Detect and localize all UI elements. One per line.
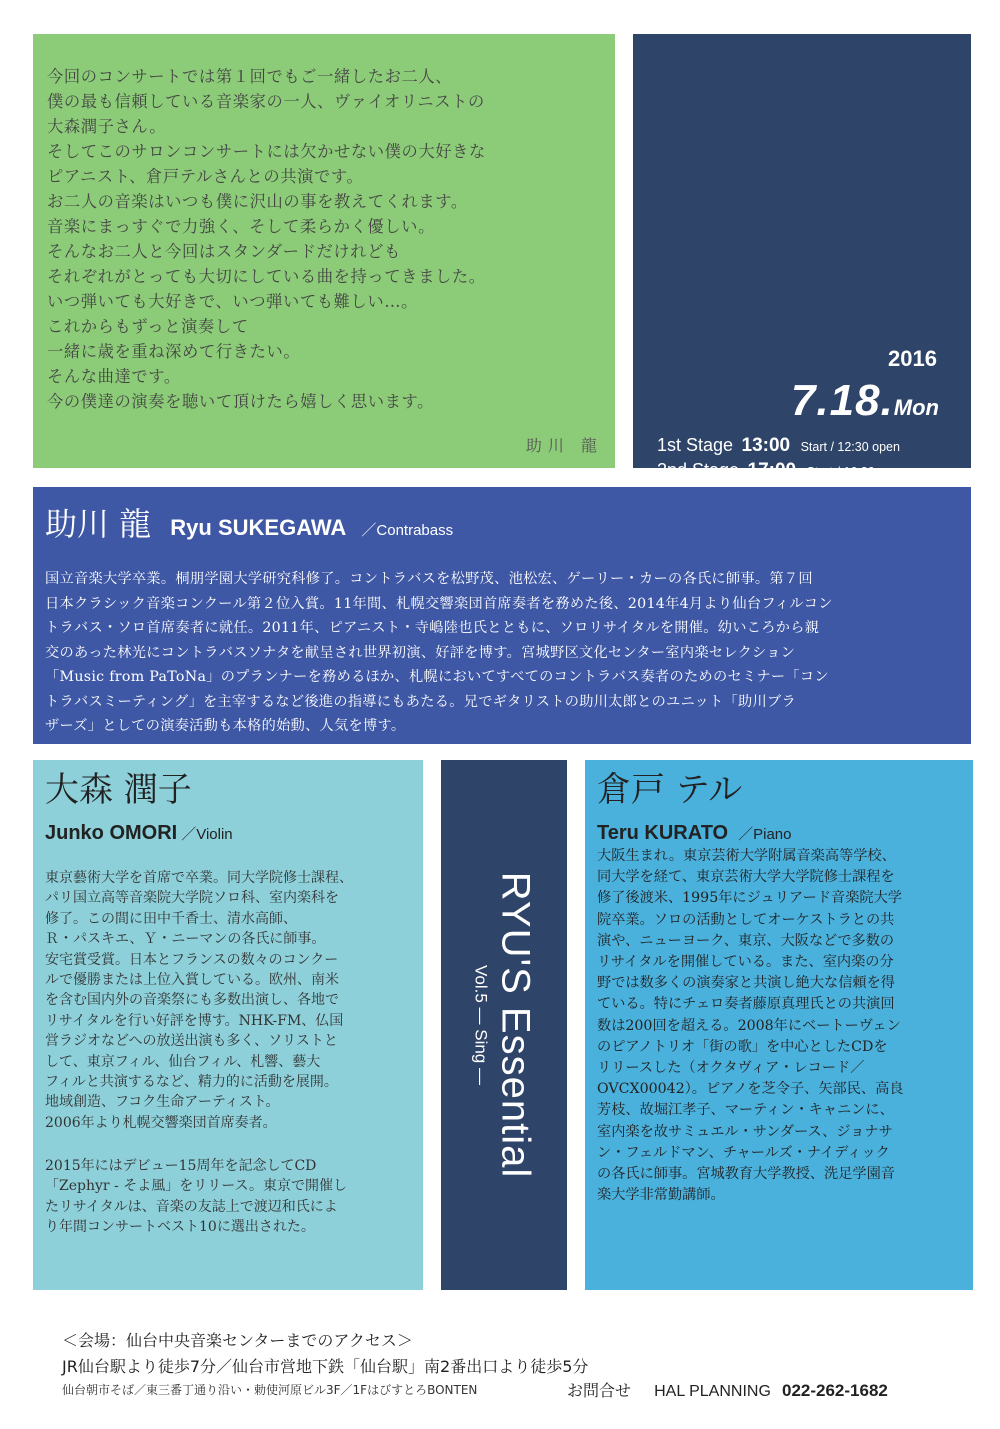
event-date-panel xyxy=(633,34,971,481)
event-date xyxy=(791,376,939,426)
ryu-bio xyxy=(45,567,833,739)
message-line: それぞれがとっても大切にしている曲を持ってきました。 xyxy=(47,267,486,286)
ryu-profile xyxy=(33,487,971,744)
kurato-bio-line: 室内楽を故サミュエル・サンダース、ジョナサ xyxy=(597,1123,893,1140)
omori-bio-line: ルで優勝または上位入賞している。欧州、南米 xyxy=(45,972,339,989)
kurato-jp-name: 倉戸 テル xyxy=(597,770,743,810)
message-line: 今の僕達の演奏を聴いて頂けたら嬉しく思います。 xyxy=(47,392,434,411)
stage-1-time: 13:00 xyxy=(741,435,791,456)
kurato-bio-line: ている。特にチェロ奏者藤原真理氏との共演回 xyxy=(597,996,895,1013)
omori-bio-line: 「Zephyr - そよ風」をリリース。東京で開催し xyxy=(45,1178,347,1195)
message-signature: 助川 龍 xyxy=(525,436,603,455)
kurato-en-heading xyxy=(597,822,792,845)
kurato-profile xyxy=(585,760,973,1290)
omori-bio-line: 2015年にはデビュー15周年を記念してCD xyxy=(45,1158,317,1174)
contact-phone: 022-262-1682 xyxy=(781,1381,888,1400)
kurato-en-name: Teru KURATO xyxy=(597,822,729,844)
access-route: JR仙台駅より徒歩7分／仙台市営地下鉄「仙台駅」南2番出口より徒歩5分 xyxy=(62,1357,589,1376)
ryu-en-name: Ryu SUKEGAWA xyxy=(170,515,347,540)
omori-bio-line: 東京藝術大学を首席で卒業。同大学院修士課程、 xyxy=(45,870,353,886)
kurato-bio-line: ン・フェルドマン、チャールズ・ナイディック xyxy=(597,1144,890,1161)
stage-2-label: 2nd Stage xyxy=(657,460,740,480)
message-panel xyxy=(33,34,615,468)
ryu-bio-line: 「Music from PaToNa」のプランナーを務めるほか、札幌においてすべてのコントラバス奏者のためのセミナー「コン xyxy=(45,669,829,685)
event-year: 2016 xyxy=(888,346,937,371)
contact-label: お問合せ xyxy=(567,1381,632,1400)
omori-instrument: ／Violin xyxy=(181,826,233,843)
kurato-bio-line: リサイタルを開催している。また、室内楽の分 xyxy=(597,954,894,971)
ryu-bio-line: トラバス・ソロ首席奏者に就任。2011年、ピアニスト・寺嶋陸也氏とともに、ソロリサイタルを開催。幼いころから親 xyxy=(45,620,820,636)
ryu-bio-line: 交のあった林光にコントラバスソナタを献呈され世界初演、好評を博す。宮城野区文化センター室内楽セレクション xyxy=(45,644,796,661)
kurato-bio-line: 数は200回を超える。2008年にベートーヴェン xyxy=(597,1017,901,1034)
omori-bio-line: パリ国立高等音楽院大学院ソロ科、室内楽科を xyxy=(45,890,339,907)
kurato-bio-line: 芳枝、故堀江孝子、マーティン・キャニンに、 xyxy=(597,1102,894,1119)
kurato-bio-line: 院卒業。ソロの活動としてオーケストラとの共 xyxy=(597,911,895,928)
message-line: お二人の音楽はいつも僕に沢山の事を教えてくれます。 xyxy=(47,192,468,211)
ryu-jp-name: 助川 龍 xyxy=(45,505,152,543)
kurato-bio-line: OVCX00042）。ピアノを芝令子、矢部民、高良 xyxy=(597,1081,904,1098)
omori-en-heading xyxy=(45,822,233,845)
stage-2-open: Start / 16:30 open xyxy=(806,465,906,479)
omori-bio-line: り年間コンサートベスト10に選出された。 xyxy=(45,1219,315,1236)
kurato-instrument: ／Piano xyxy=(738,826,792,843)
message-text xyxy=(47,64,601,414)
omori-bio-line: 安宅賞受賞。日本とフランスの数々のコンクー xyxy=(45,951,339,968)
omori-bio-line: リサイタルを行い好評を博す。NHK-FM、仏国 xyxy=(45,1012,344,1029)
access-heading: ＜会場：仙台中央音楽センターまでのアクセス＞ xyxy=(62,1331,413,1350)
message-line: ピアニスト、倉戸テルさんとの共演です。 xyxy=(47,167,364,186)
message-line: そんなお二人と今回はスタンダードだけれども xyxy=(47,242,401,261)
omori-jp-name: 大森 潤子 xyxy=(45,770,192,810)
omori-bio-line: たリサイタルは、音楽の友誌上で渡辺和氏によ xyxy=(45,1198,338,1215)
event-day: 7.18. xyxy=(790,376,894,425)
kurato-bio-line: リリースした（オクタヴィア・レコード／ xyxy=(597,1060,865,1077)
message-line: 一緒に歳を重ね深めて行きたい。 xyxy=(47,342,301,361)
message-line: そしてこのサロンコンサートには欠かせない僕の大好きな xyxy=(47,142,486,161)
kurato-bio-line: 修了後渡米、1995年にジュリアード音楽院大学 xyxy=(597,890,902,907)
omori-bio-line: フィルと共演するなど、精力的に活動を展開。 xyxy=(45,1074,338,1091)
omori-bio-line: Ｒ・パスキエ、Ｙ・ニーマンの各氏に師事。 xyxy=(45,931,326,948)
omori-bio-release xyxy=(45,1156,347,1238)
kurato-bio-line: 同大学を経て、東京芸術大学大学院修士課程を xyxy=(597,869,895,886)
event-weekday: Mon xyxy=(893,395,939,420)
venue-address: 仙台朝市そば／東三番丁通り沿い・勅使河原ビル3F／1FはびすとろBONTEN xyxy=(62,1383,478,1397)
ryu-instrument: ／Contrabass xyxy=(361,522,454,539)
concert-title-main: RYU'S Essential xyxy=(493,871,538,1179)
concert-title xyxy=(471,872,538,1178)
ryu-bio-line: 日本クラシック音楽コンクール第２位入賞。11年間、札幌交響楽団首席奏者を務めた後、2014年4月より仙台フィルコン xyxy=(45,595,833,612)
omori-profile xyxy=(33,760,423,1290)
message-line: 僕の最も信頼している音楽家の一人、ヴァイオリニストの xyxy=(47,92,485,111)
omori-bio-line: を含む国内外の音楽祭にも多数出演し、各地で xyxy=(45,992,339,1009)
footer xyxy=(0,1320,1000,1420)
kurato-bio xyxy=(597,846,903,1206)
stage-1-label: 1st Stage xyxy=(657,435,734,455)
stage-1 xyxy=(657,435,900,457)
message-line: 大森潤子さん。 xyxy=(47,117,167,136)
kurato-bio-line: の各氏に師事。宮城教育大学教授、洗足学園音 xyxy=(597,1166,895,1183)
omori-bio-line: して、東京フィル、仙台フィル、札響、藝大 xyxy=(45,1053,321,1070)
omori-bio-line: 修了。この間に田中千香士、清水高師、 xyxy=(45,910,297,927)
ryu-bio-line: トラバスミーティング」を主宰するなど後進の指導にもあたる。兄でギタリストの助川太郎とのユニット「助川ブラ xyxy=(45,693,796,710)
kurato-bio-line: 野では数多くの演奏家と共演し絶大な信頼を得 xyxy=(597,975,895,992)
kurato-bio-line: 演や、ニューヨーク、東京、大阪などで多数の xyxy=(597,932,895,949)
message-line: 今回のコンサートでは第１回でもご一緒したお二人、 xyxy=(47,67,453,86)
ryu-bio-line: ザーズ」としての演奏活動も本格的始動、人気を博す。 xyxy=(45,718,406,734)
ryu-bio-line: 国立音楽大学卒業。桐朋学園大学研究科修了。コントラバスを松野茂、池松宏、ゲーリー・カーの各氏に師事。第７回 xyxy=(45,571,813,587)
kurato-bio-line: 楽大学非常勤講師。 xyxy=(597,1187,725,1204)
message-line: いつ弾いても大好きで、いつ弾いても難しい…。 xyxy=(47,292,419,311)
concert-title-sub: Vol.5 ― Sing ― xyxy=(471,964,491,1085)
stage-1-open: Start / 12:30 open xyxy=(800,440,900,454)
omori-bio xyxy=(45,868,353,1133)
message-line: そんな曲達です。 xyxy=(47,367,181,386)
kurato-bio-line: のピアノトリオ「街の歌」を中心としたCDを xyxy=(597,1038,888,1055)
message-line: 音楽にまっすぐで力強く、そして柔らかく優しい。 xyxy=(47,217,435,236)
stage-2-time: 17:00 xyxy=(747,460,797,481)
message-line: これからもずっと演奏して xyxy=(47,317,249,336)
contact-info xyxy=(567,1378,888,1401)
omori-bio-line: 営ラジオなどへの放送出演も多く、ソリストと xyxy=(45,1033,338,1050)
contact-org: HAL PLANNING xyxy=(654,1383,771,1400)
concert-title-panel xyxy=(441,760,567,1290)
ryu-heading xyxy=(45,499,453,545)
kurato-bio-line: 大阪生まれ。東京芸術大学附属音楽高等学校、 xyxy=(597,848,896,864)
omori-en-name: Junko OMORI xyxy=(45,822,178,844)
omori-bio-line: 地域創造、フコク生命アーティスト。 xyxy=(45,1094,280,1111)
omori-bio-line: 2006年より札幌交響楽団首席奏者。 xyxy=(45,1114,277,1131)
stage-2 xyxy=(657,460,906,482)
